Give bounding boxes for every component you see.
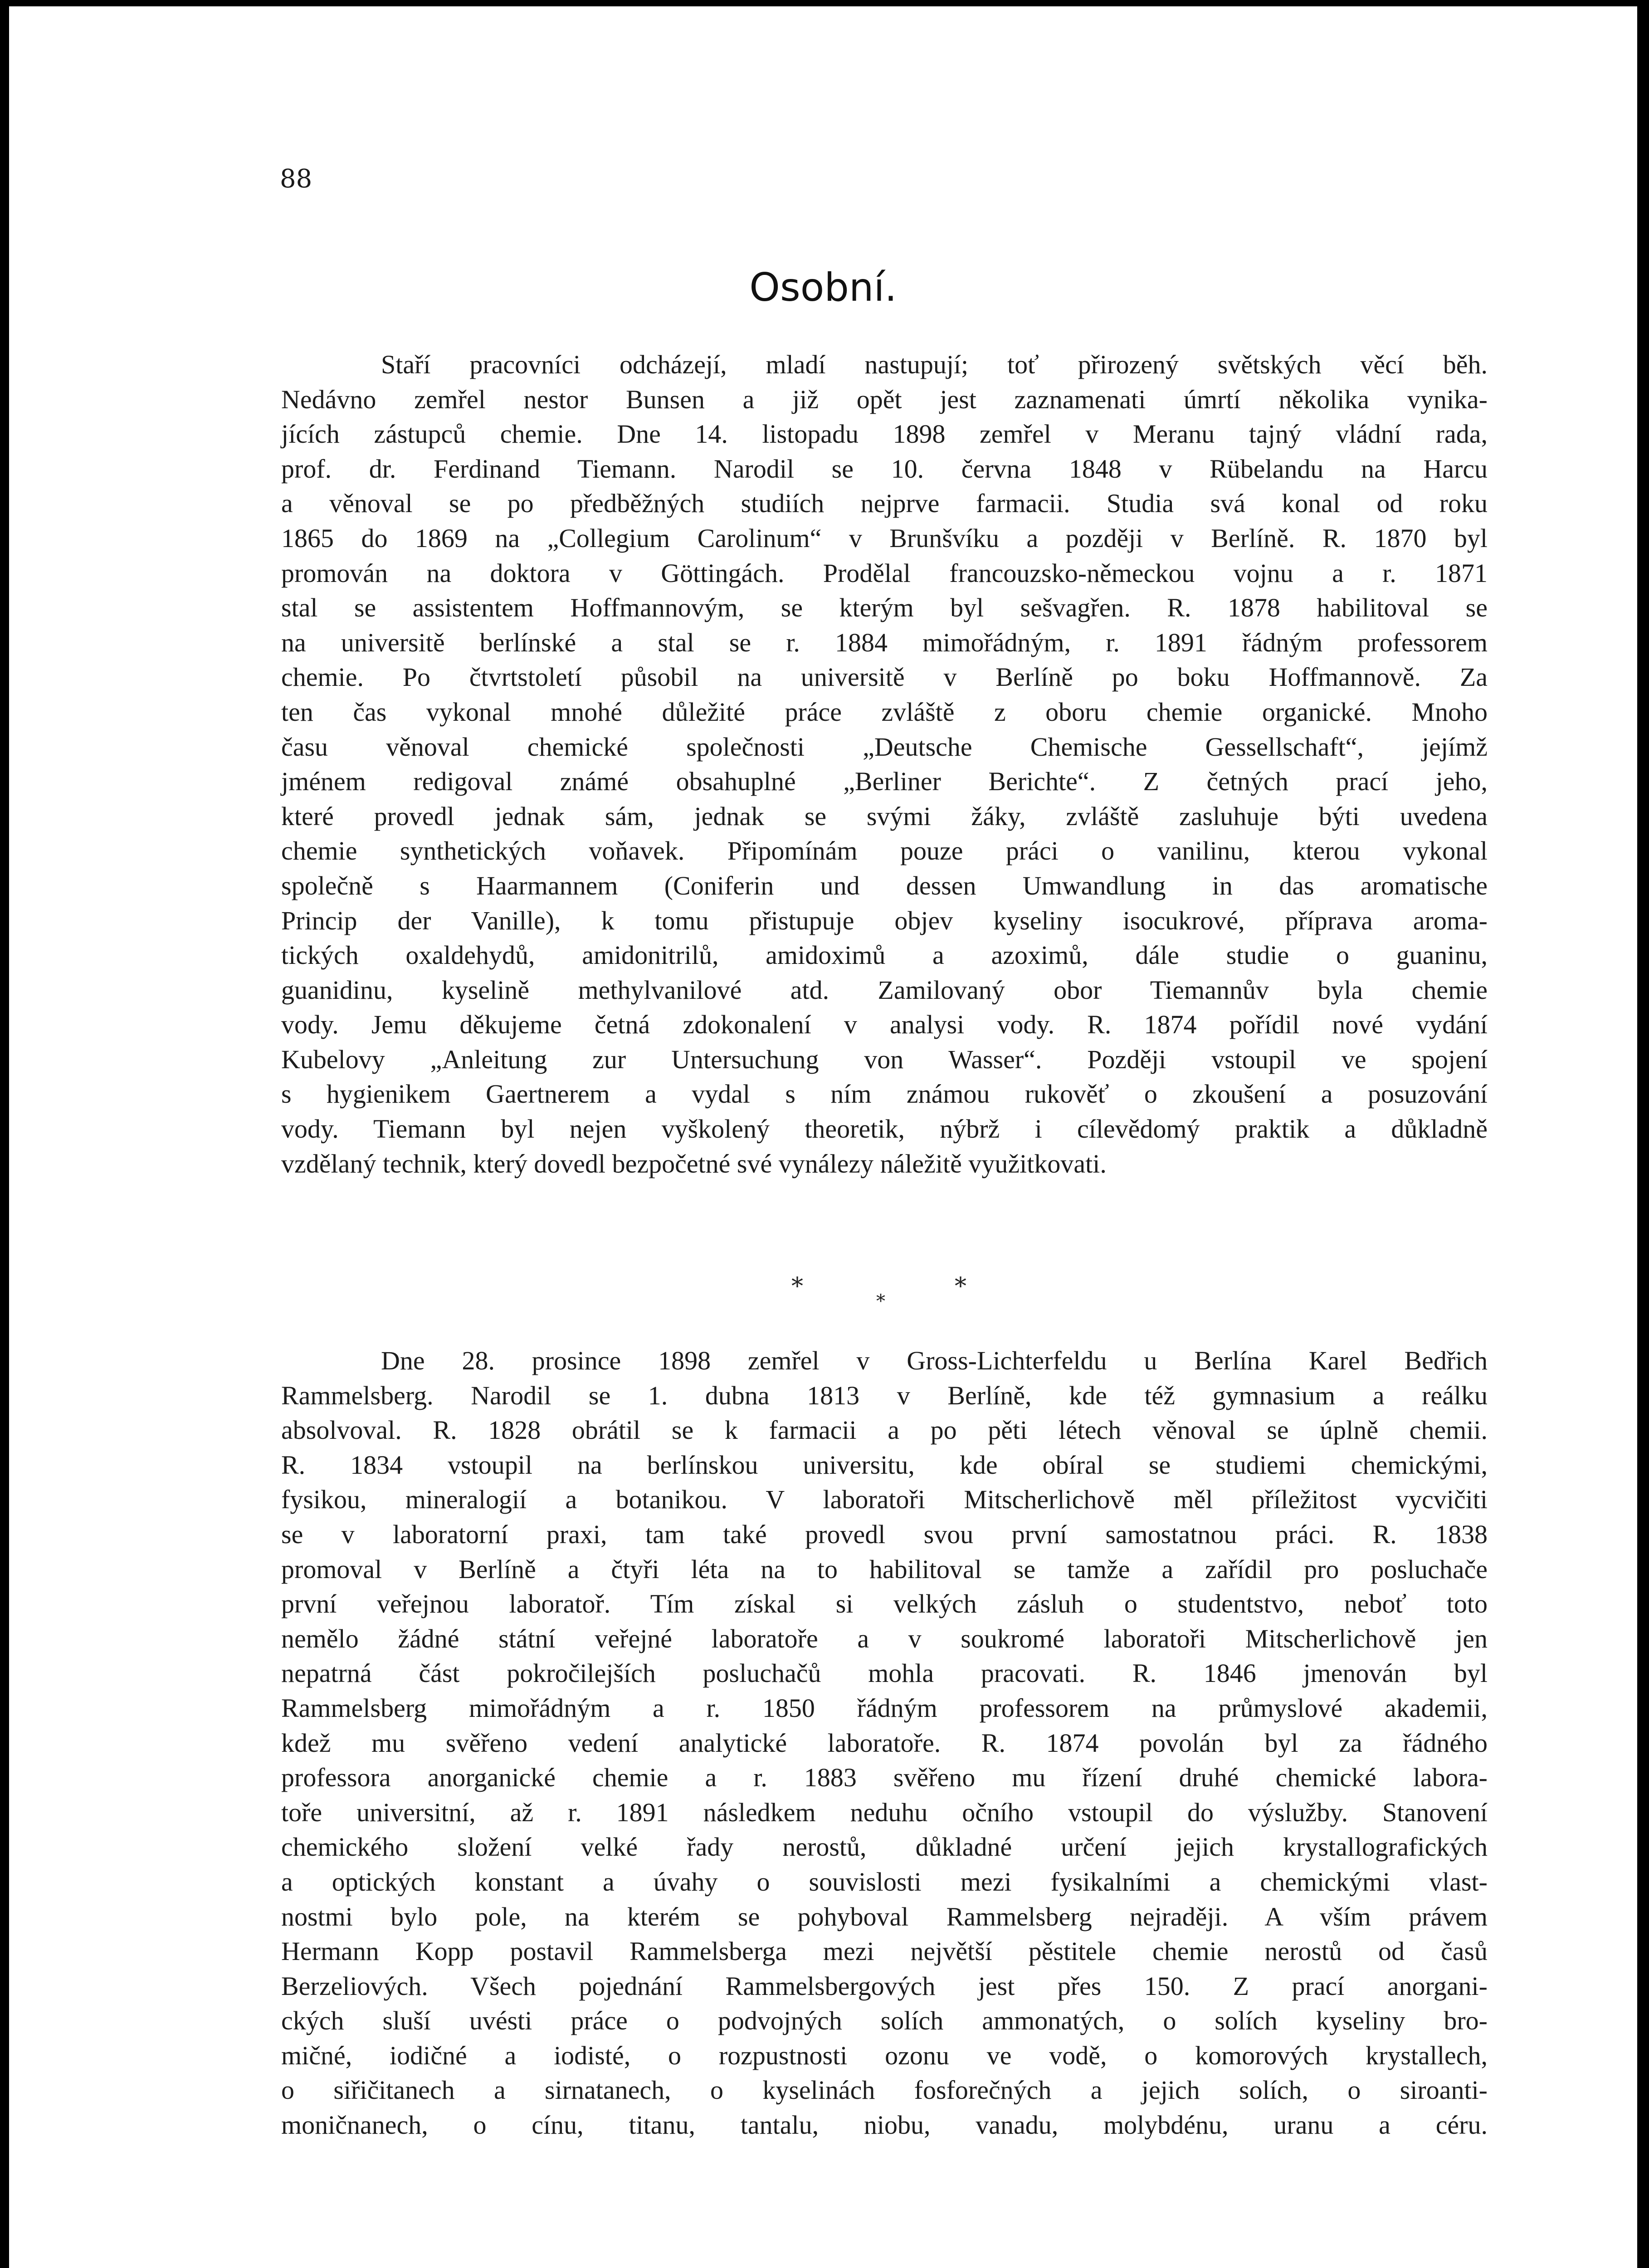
text-line: fysikou, mineralogií a botanikou. V laboratoři Mitscherlichově měl příležitost vycvičiti — [281, 1485, 1488, 1515]
text-line: Hermann Kopp postavil Rammelsberga mezi největší pěstitele chemie nerostů od časů — [281, 1936, 1488, 1966]
text-line: stal se assistentem Hoffmannovým, se kterým byl sešvagřen. R. 1878 habilitoval se — [281, 593, 1488, 623]
text-line: času věnoval chemické společnosti „Deutsche Chemische Gessellschaft“, jejímž — [281, 732, 1488, 762]
section-title: Osobní. — [749, 265, 897, 310]
text-line: Dne 28. prosince 1898 zemřel v Gross-Lichterfeldu u Berlína Karel Bedřich — [381, 1346, 1488, 1375]
text-line: 1865 do 1869 na „Collegium Carolinum“ v Brunšvíku a později v Berlíně. R. 1870 byl — [281, 523, 1488, 553]
text-line: nepatrná část pokročilejších posluchačů mohla pracovati. R. 1846 jmenován byl — [281, 1658, 1488, 1688]
text-line: ten čas vykonal mnohé důležité práce zvláště z oboru chemie organické. Mnoho — [281, 697, 1488, 727]
asterisk-icon: * — [876, 1291, 885, 1312]
text-line: prof. dr. Ferdinand Tiemann. Narodil se 10. června 1848 v Rübelandu na Harcu — [281, 454, 1488, 484]
text-line: s hygienikem Gaertnerem a vydal s ním známou rukověť o zkoušení a posuzování — [281, 1079, 1488, 1109]
asterisk-icon: * — [955, 1273, 966, 1300]
text-line: chemie. Po čtvrtstoletí působil na universitě v Berlíně po boku Hoffmannově. Za — [281, 662, 1488, 692]
text-line: Rammelsberg mimořádným a r. 1850 řádným professorem na průmyslové akademii, — [281, 1693, 1488, 1723]
text-line: společně s Haarmannem (Coniferin und dessen Umwandlung in das aromatische — [281, 870, 1488, 900]
obituary-tiemann — [281, 347, 1488, 1181]
text-line: mičné, iodičné a iodisté, o rozpustnosti ozonu ve vodě, o komorových krystallech, — [281, 2040, 1488, 2070]
text-line: na universitě berlínské a stal se r. 1884 mimořádným, r. 1891 řádným professorem — [281, 627, 1488, 657]
text-line: vzdělaný technik, který dovedl bezpočetné své vynálezy náležitě využitkovati. — [281, 1149, 1107, 1178]
text-line: nemělo žádné státní veřejné laboratoře a v soukromé laboratoři Mitscherlichově jen — [281, 1623, 1488, 1653]
text-line: Berzeliových. Všech pojednání Rammelsbergových jest přes 150. Z prací anorgani- — [281, 1971, 1488, 2001]
text-line: kdež mu svěřeno vedení analytické laboratoře. R. 1874 povolán byl za řádného — [281, 1728, 1488, 1758]
text-line: o siřičitanech a sirnatanech, o kyselinách fosforečných a jejich solích, o siroanti- — [281, 2075, 1488, 2105]
text-line: vody. Tiemann byl nejen vyškolený theoretik, nýbrž i cílevědomý praktik a důkladně — [281, 1114, 1488, 1144]
text-line: první veřejnou laboratoř. Tím získal si velkých zásluh o studentstvo, neboť toto — [281, 1589, 1488, 1619]
text-line: jících zástupců chemie. Dne 14. listopadu 1898 zemřel v Meranu tajný vládní rada, — [281, 419, 1488, 449]
text-line: vody. Jemu děkujeme četná zdokonalení v analysi vody. R. 1874 pořídil nové vydání — [281, 1010, 1488, 1040]
text-line: moničnanech, o cínu, titanu, tantalu, niobu, vanadu, molybdénu, uranu a céru. — [281, 2110, 1488, 2140]
obituary-rammelsberg — [281, 1344, 1488, 2143]
text-line: absolvoval. R. 1828 obrátil se k farmacii a po pěti létech věnoval se úplně chemii. — [281, 1415, 1488, 1445]
text-line: Staří pracovníci odcházejí, mladí nastupují; toť přirozený světských věcí běh. — [381, 350, 1488, 379]
text-line: nostmi bylo pole, na kterém se pohyboval Rammelsberg nejraději. A vším právem — [281, 1901, 1488, 1931]
text-line: toře universitní, až r. 1891 následkem neduhu očního vstoupil do výslužby. Stanovení — [281, 1797, 1488, 1827]
text-line: jménem redigoval známé obsahuplné „Berliner Berichte“. Z četných prací jeho, — [281, 767, 1488, 797]
section-separator — [9, 1273, 1637, 1327]
text-line: R. 1834 vstoupil na berlínskou universitu, kde obíral se studiemi chemickými, — [281, 1450, 1488, 1480]
text-line: se v laboratorní praxi, tam také provedl svou první samostatnou práci. R. 1838 — [281, 1519, 1488, 1549]
page-sheet — [9, 6, 1637, 2268]
text-line: Kubelovy „Anleitung zur Untersuchung von Wasser“. Později vstoupil ve spojení — [281, 1044, 1488, 1074]
text-line: professora anorganické chemie a r. 1883 svěřeno mu řízení druhé chemické labora- — [281, 1763, 1488, 1793]
text-line: které provedl jednak sám, jednak se svými žáky, zvláště zasluhuje býti uvedena — [281, 801, 1488, 831]
text-line: a věnoval se po předběžných studiích nejprve farmacii. Studia svá konal od roku — [281, 489, 1488, 518]
text-line: a optických konstant a úvahy o souvislosti mezi fysikalními a chemickými vlast- — [281, 1867, 1488, 1897]
text-line: chemie synthetických voňavek. Připomínám pouze práci o vanilinu, kterou vykonal — [281, 836, 1488, 866]
text-line: promoval v Berlíně a čtyři léta na to habilitoval se tamže a zařídil pro posluchače — [281, 1554, 1488, 1584]
text-line: chemického složení velké řady nerostů, důkladné určení jejich krystallografických — [281, 1832, 1488, 1862]
text-line: promován na doktora v Göttingách. Prodělal francouzsko-německou vojnu a r. 1871 — [281, 558, 1488, 588]
page-number: 88 — [280, 164, 312, 194]
text-line: tických oxaldehydů, amidonitrilů, amidoximů a azoximů, dále studie o guaninu, — [281, 940, 1488, 970]
text-line: ckých sluší uvésti práce o podvojných solích ammonatých, o solích kyseliny bro- — [281, 2006, 1488, 2036]
text-line: guanidinu, kyselině methylvanilové atd. Zamilovaný obor Tiemannův byla chemie — [281, 975, 1488, 1005]
text-line: Rammelsberg. Narodil se 1. dubna 1813 v Berlíně, kde též gymnasium a reálku — [281, 1380, 1488, 1410]
asterisk-icon: * — [791, 1273, 803, 1300]
text-line: Nedávno zemřel nestor Bunsen a již opět jest zaznamenati úmrtí několika vynika- — [281, 384, 1488, 414]
text-line: Princip der Vanille), k tomu přistupuje objev kyseliny isocukrové, příprava aroma- — [281, 905, 1488, 935]
